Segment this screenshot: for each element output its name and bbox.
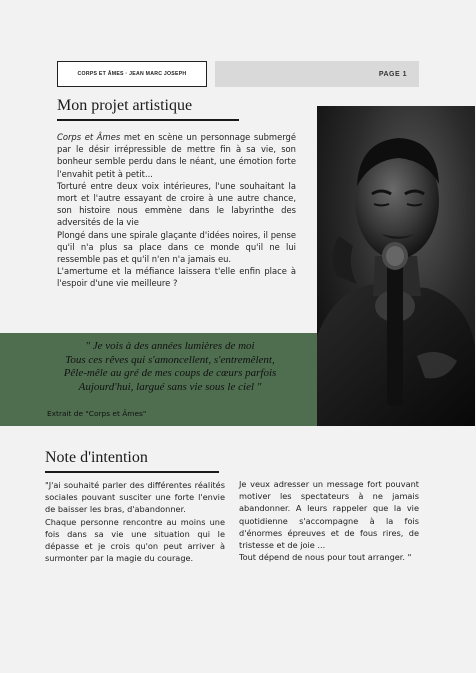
intention-left-paragraph-2: Chaque personne rencontre au moins une fois dans sa vie une situation qui le dépasse et je crois qu'on peut arriver à surmonter par la magie du courage. [45,516,225,564]
quote-line-1: " Je vois à des années lumières de moi [85,340,255,352]
projet-paragraph-4: L'amertume et la méfiance laissera t'elle enfin place à l'espoir d'une vie meilleure ? [57,266,296,289]
quote-line-3: Pêle-mêle au gré de mes coups de cœurs parfois [63,367,277,379]
performer-photo [317,106,475,426]
quote-line-4: Aujourd'hui, largué sans vie sous le ciel " [78,380,262,393]
intention-left-column [45,479,225,564]
page-number-box [215,61,419,87]
projet-text [57,131,296,290]
projet-paragraph-3: Plongé dans une spirale glaçante d'idées noires, il pense qu'il n'a plus sa place dans ce monde qu'il ne lui ressemble pas et qu'il n'en n'a jamais eu. [57,229,296,265]
intention-left-paragraph-1: "J'ai souhaité parler des différentes réalités sociales pouvant susciter une forte l'envie de baisser les bras, d'abandonner. [45,480,225,515]
poem-quote [30,340,310,394]
header-label: CORPS ET ÂMES · JEAN MARC JOSEPH [77,71,187,77]
performer-photo-image [317,106,475,426]
section-title-projet: Mon projet artistique [57,97,193,114]
header-label-box [57,61,207,87]
projet-paragraph-1 [57,131,296,180]
work-title-italic: Corps et Âmes [57,132,121,142]
projet-paragraph-1-rest: met en scène un personnage submergé par le désir irrépressible de mettre fin à sa vie, son bonheur semble perdu dans le néant, une émotion forte l'envahit petit à petit... [57,132,296,179]
section-title-intention: Note d'intention [45,449,148,466]
intention-right-paragraph-1: Je veux adresser un message fort pouvant motiver les spectateurs à ne jamais abandonner. A leurs rappeler que la vie quotidienne s'accompagne à la fois d'énormes épreuves et de fous rires, de tristesse et de joie ... [239,479,419,551]
projet-paragraph-2: Torturé entre deux voix intérieures, l'une souhaitant la mort et l'autre essayant de croire à une autre chance, son histoire nous emmène dans le labyrinthe des adversités de la vie [57,180,296,228]
quote-line-2: Tous ces rêves qui s'amoncellent, s'entremêlent, [65,353,275,366]
title-underline [57,119,239,121]
intention-right-column [239,478,419,563]
intention-right-paragraph-2: Tout dépend de nous pour tout arranger. " [239,552,412,563]
title-underline-2 [45,471,219,473]
quote-source: Extrait de "Corps et Âmes" [47,409,147,418]
page-number: PAGE 1 [378,70,407,78]
